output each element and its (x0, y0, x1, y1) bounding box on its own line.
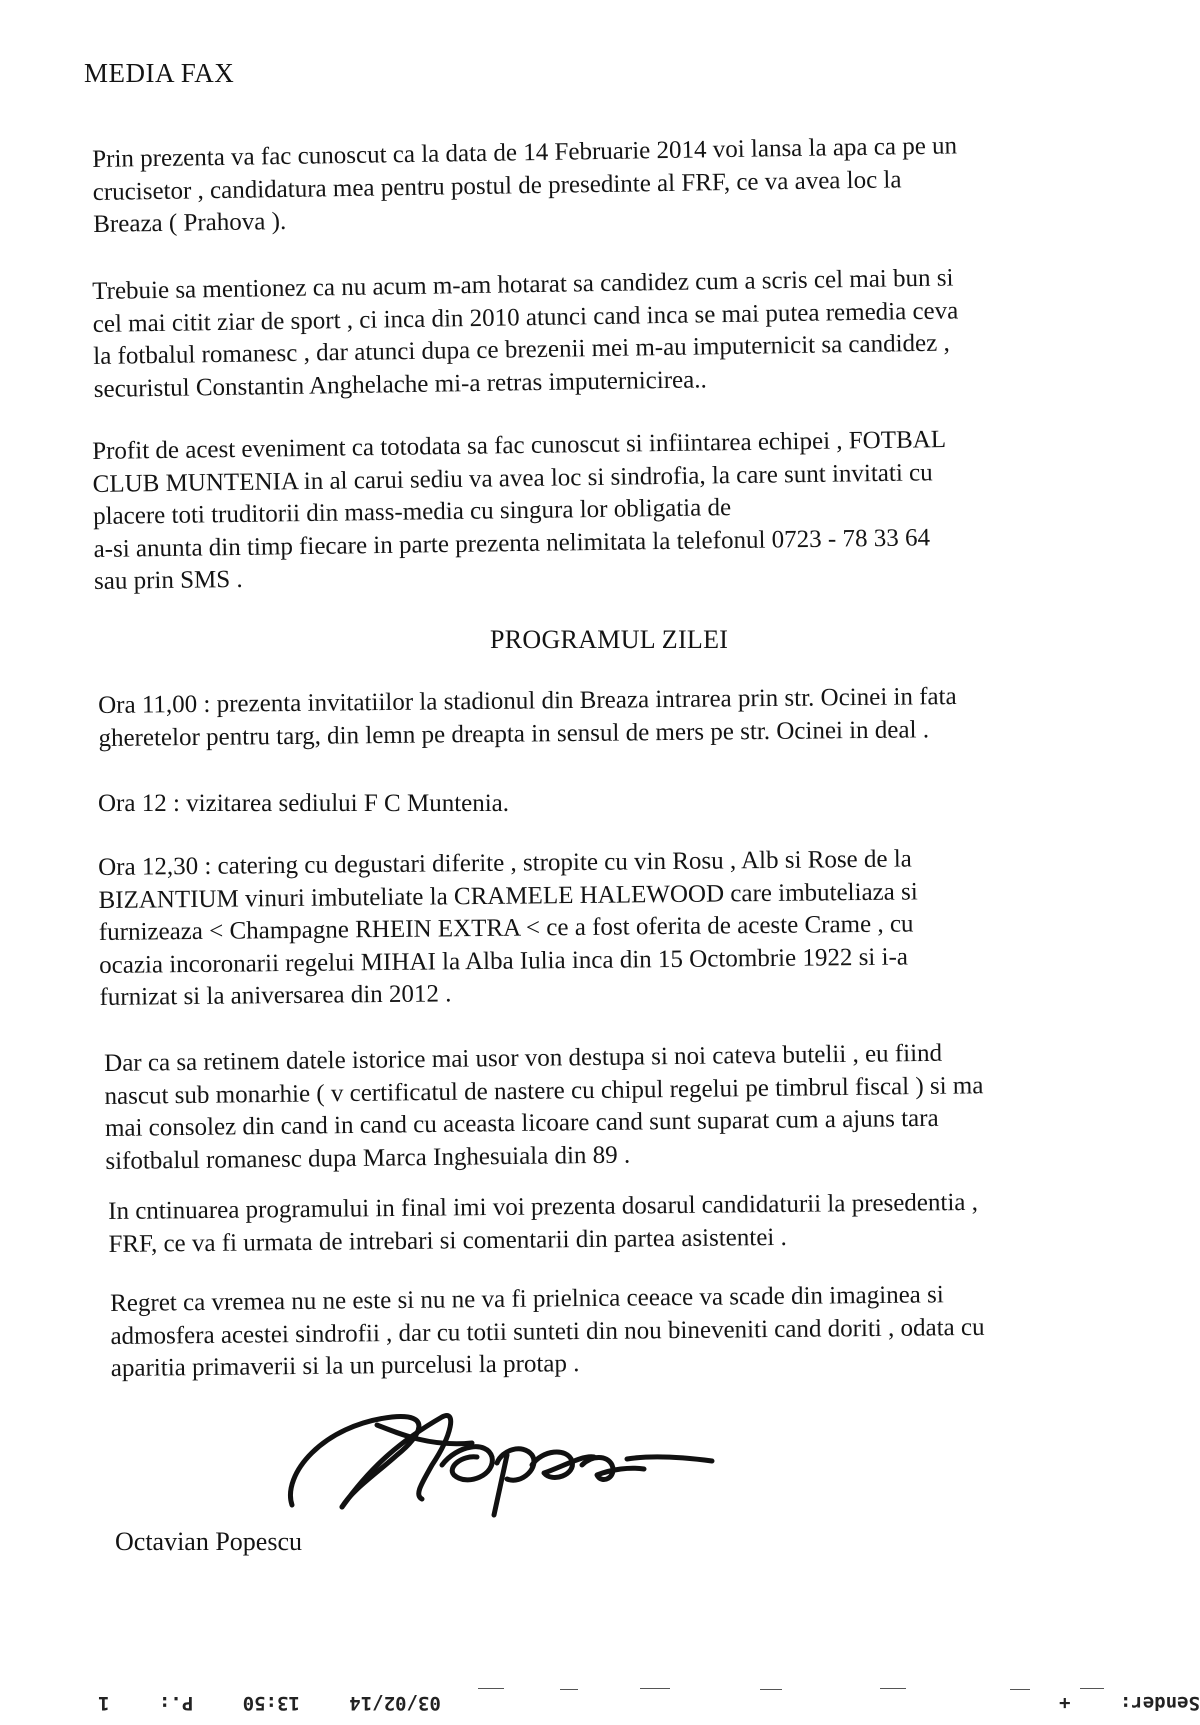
text-line: placere toti truditorii din mass-media cu singura lor obligatia de (92, 494, 732, 530)
program-item-1230 (98, 841, 1140, 1014)
text-line: mai consolez din cand in cand cu aceasta licoare cand sunt suparat cum a ajuns tara (104, 1104, 939, 1142)
paragraph-candidacy (108, 1185, 1149, 1261)
fax-sender-label: Sender: (1119, 1692, 1200, 1714)
fax-plus: + (1059, 1692, 1071, 1714)
program-title: PROGRAMUL ZILEI (490, 625, 729, 654)
text-line: Ora 11,00 : prezenta invitatiilor la stadionul din Breaza intrarea prin str. Ocinei in fata (98, 683, 957, 719)
text-line: Dar ca sa retinem datele istorice mai usor von destupa si noi cateva butelii , eu fiind (104, 1039, 943, 1077)
text-line: nascut sub monarhie ( v certificatul de nastere cu chipul regelui pe timbrul fiscal ) si ma (104, 1071, 984, 1110)
signer-name: Octavian Popescu (115, 1527, 303, 1556)
text-line: FRF, ce va fi urmata de intrebari si comentarii din partea asistentei . (108, 1223, 787, 1258)
scan-artifact (478, 1688, 504, 1689)
text-line: CLUB MUNTENIA in al carui sediu va avea loc si sindrofia, la care sunt invitati cu (92, 458, 933, 498)
scan-artifact (880, 1688, 906, 1689)
text-line: Regret ca vremea nu ne este si nu ne va fi prielnica ceeace va scade din imaginea si (110, 1281, 944, 1317)
program-item-1200 (98, 788, 1138, 821)
fax-page-number: 1 (98, 1692, 110, 1714)
text-line: securistul Constantin Anghelache mi-a retras imputernicirea.. (93, 365, 707, 403)
text-line: cel mai citit ziar de sport , ci inca din 2010 atunci cand inca se mai putea remedia ceva (92, 296, 959, 338)
scan-artifact (760, 1689, 782, 1690)
text-line: la fotbalul romanesc , dar atunci dupa ce brezenii mei m-au imputernicit sa candidez , (93, 329, 950, 370)
paragraph-history (104, 1035, 1146, 1178)
text-line: BIZANTIUM vinuri imbuteliate la CRAMELE HALEWOOD care imbuteliaza si (98, 877, 918, 914)
text-line: furnizeaza < Champagne RHEIN EXTRA < ce a fost oferita de aceste Crame , cu (98, 910, 914, 946)
paragraph-closing (110, 1277, 1151, 1385)
text-line: Ora 12 : vizitarea sediului F C Muntenia. (98, 790, 510, 817)
text-line: crucisetor , candidatura mea pentru postul de presedinte al FRF, ce va avea loc la (92, 165, 902, 206)
paragraph-background (92, 260, 1134, 406)
text-line: a-si anunta din timp fiecare in parte prezenta nelimitata la telefonul 0723 - 78 33 64 (93, 523, 931, 563)
text-line: sifotbalul romanesc dupa Marca Inghesuiala din 89 . (105, 1141, 631, 1175)
text-line: sau prin SMS . (93, 565, 243, 595)
text-line: Ora 12,30 : catering cu degustari diferite , stropite cu vin Rosu , Alb si Rose de la (98, 845, 912, 881)
program-item-1100 (98, 679, 1139, 755)
text-line: Profit de acest eveniment ca totodata sa fac cunoscut si infiintarea echipei , FOTBAL (92, 426, 947, 465)
text-line: furnizat si la aniversarea din 2012 . (99, 980, 452, 1011)
fax-transmission-footer (60, 1692, 1200, 1716)
scan-artifact (1010, 1689, 1030, 1690)
handwritten-signature (282, 1395, 722, 1525)
fax-page-label: P.: (158, 1692, 194, 1714)
text-line: Breaza ( Prahova ). (93, 207, 287, 238)
paragraph-announcement (92, 128, 1133, 242)
fax-header: MEDIA FAX (84, 58, 235, 88)
text-line: ocazia incoronarii regelui MIHAI la Alba Iulia inca din 15 Octombrie 1922 si i-a (99, 943, 909, 979)
scan-artifact (1080, 1688, 1104, 1689)
scan-artifact (640, 1688, 670, 1689)
text-line: gheretelor pentru targ, din lemn pe dreapta in sensul de mers pe str. Ocinei in deal . (98, 715, 930, 752)
fax-date: 03/02/14 (349, 1692, 441, 1714)
text-line: admosfera acestei sindrofii , dar cu totii sunteti din nou bineveniti cand doriti , odata cu (110, 1313, 985, 1350)
text-line: aparitia primaverii si la un purcelusi la protap . (110, 1350, 580, 1382)
scan-artifact (560, 1689, 578, 1690)
fax-time: 13:50 (242, 1692, 300, 1714)
text-line: Trebuie sa mentionez ca nu acum m-am hotarat sa candidez cum a scris cel mai bun si (92, 264, 954, 305)
text-line: Prin prezenta va fac cunoscut ca la data de 14 Februarie 2014 voi lansa la apa ca pe un (92, 132, 958, 173)
paragraph-club-founding (92, 421, 1134, 598)
text-line: In cntinuarea programului in final imi voi prezenta dosarul candidaturii la presedentia , (108, 1188, 979, 1225)
